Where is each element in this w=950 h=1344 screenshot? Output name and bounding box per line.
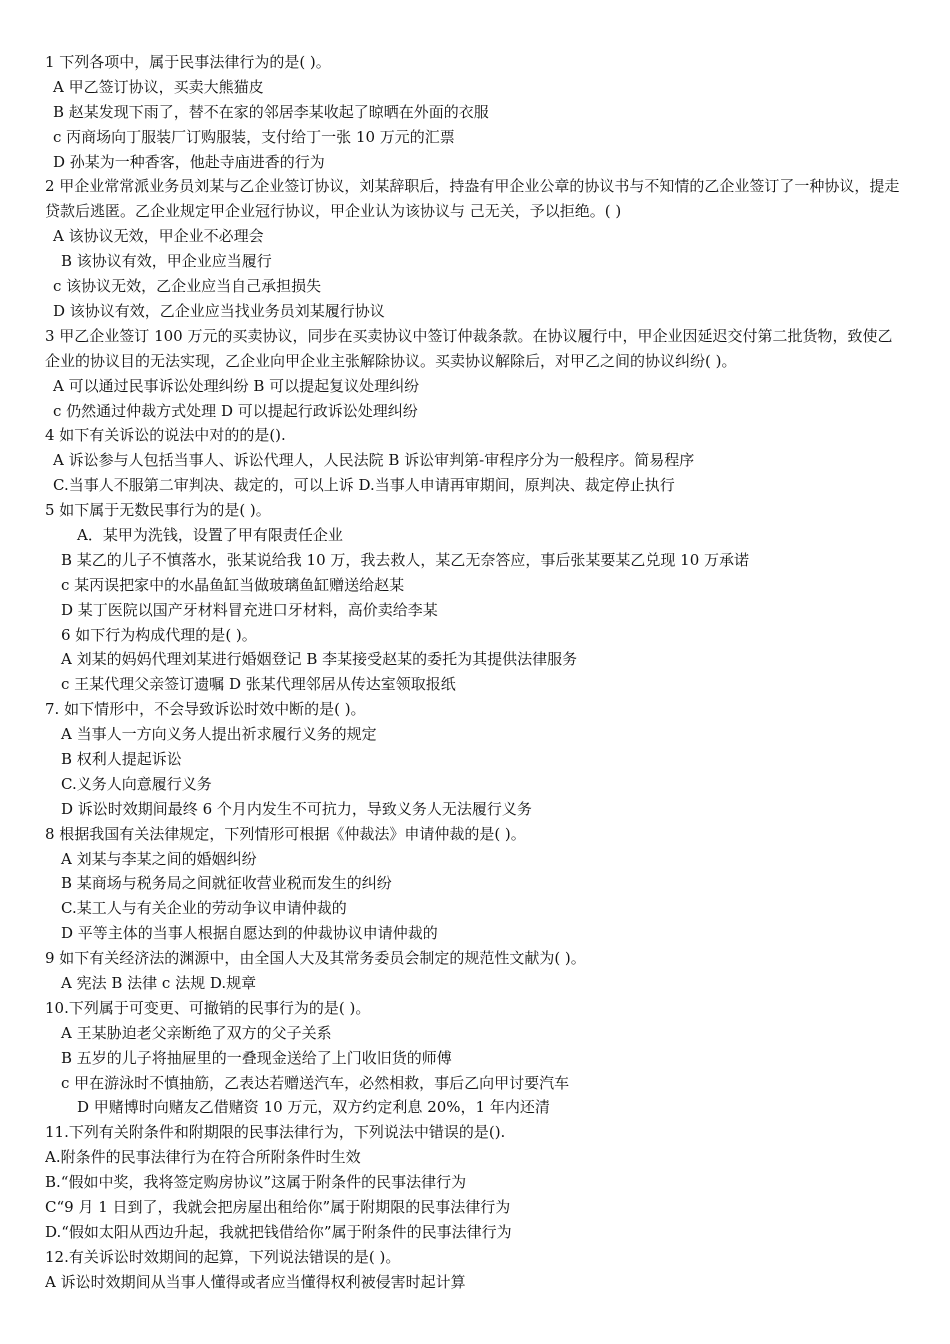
option-line: D 孙某为一种香客，他赴寺庙进香的行为 bbox=[53, 152, 325, 171]
option-line: B 该协议有效，甲企业应当履行 bbox=[61, 252, 272, 271]
option-line: B 赵某发现下雨了，替不在家的邻居李某收起了晾晒在外面的衣服 bbox=[53, 102, 489, 121]
option-line: A 甲乙签订协议，买卖大熊猫皮 bbox=[53, 77, 264, 96]
option-line: 6 如下行为构成代理的是( )。 bbox=[61, 625, 257, 644]
question-line: D.“假如太阳从西边升起，我就把钱借给你”属于附条件的民事法律行为 bbox=[45, 1222, 512, 1241]
option-line: D 诉讼时效期间最终 6 个月内发生不可抗力，导致义务人无法履行义务 bbox=[61, 799, 532, 818]
question-line: 12.有关诉讼时效期间的起算，下列说法错误的是( )。 bbox=[45, 1247, 401, 1266]
question-line: 2 甲企业常常派业务员刘某与乙企业签订协议，刘某辞职后，持盎有甲企业公章的协议书与不知情的乙企业签订了一种协议，提走贷款后逃匿。乙企业规定甲企业冠行协议，甲企业认为该协议与 己无关，予以拒绝。( ) bbox=[45, 177, 900, 221]
document-page bbox=[45, 50, 907, 1295]
question-line: 4 如下有关诉讼的说法中对的的是(). bbox=[45, 426, 286, 445]
option-line: A．某甲为洗钱，设置了甲有限责任企业 bbox=[77, 525, 343, 544]
option-line: D 平等主体的当事人根据自愿达到的仲裁协议申请仲裁的 bbox=[61, 924, 438, 943]
option-line: B 某乙的儿子不慎落水，张某说给我 10 万，我去救人，某乙无奈答应，事后张某要某乙兑现 10 万承诺 bbox=[61, 550, 750, 569]
question-line: 10.下列属于可变更、可撤销的民事行为的是( )。 bbox=[45, 998, 371, 1017]
option-line: c 甲在游泳时不慎抽筋，乙表达若赠送汽车，必然相救，事后乙向甲讨要汽车 bbox=[61, 1073, 570, 1092]
question-line: A 诉讼时效期间从当事人懂得或者应当懂得权利被侵害时起计算 bbox=[45, 1272, 466, 1291]
option-line: A 当事人一方向义务人提出祈求履行义务的规定 bbox=[61, 725, 377, 744]
question-line: B.“假如中奖，我将签定购房协议”这属于附条件的民事法律行为 bbox=[45, 1173, 467, 1192]
question-line: 11.下列有关附条件和附期限的民事法律行为，下列说法中错误的是(). bbox=[45, 1123, 506, 1142]
option-line: A 该协议无效，甲企业不必理会 bbox=[53, 227, 264, 246]
option-line: c 仍然通过仲裁方式处理 D 可以提起行政诉讼处理纠纷 bbox=[53, 401, 418, 420]
question-line: 5 如下属于无数民事行为的是( )。 bbox=[45, 501, 271, 520]
question-line: 1 下列各项中，属于民事法律行为的是( )。 bbox=[45, 53, 331, 71]
option-line: A 刘某的妈妈代理刘某进行婚姻登记 B 李某接受赵某的委托为其提供法律服务 bbox=[61, 650, 578, 669]
option-line: D 甲赌博时向赌友乙借赌资 10 万元，双方约定利息 20%，1 年内还清 bbox=[77, 1098, 550, 1117]
question-line: A.附条件的民事法律行为在符合所附条件时生效 bbox=[45, 1148, 361, 1167]
option-line: D 该协议有效，乙企业应当找业务员刘某履行协议 bbox=[53, 301, 385, 320]
option-line: A 王某胁迫老父亲断绝了双方的父子关系 bbox=[61, 1023, 332, 1042]
option-line: C.义务人向意履行义务 bbox=[61, 774, 212, 793]
question-line: 9 如下有关经济法的渊源中，由全国人大及其常务委员会制定的规范性文献为( )。 bbox=[45, 949, 586, 968]
option-line: B 五岁的儿子将抽屉里的一叠现金送给了上门收旧货的师傅 bbox=[61, 1048, 452, 1067]
option-line: c 该协议无效，乙企业应当自己承担损失 bbox=[53, 277, 322, 296]
question-line: 7. 如下情形中，不会导致诉讼时效中断的是( )。 bbox=[45, 700, 366, 719]
option-line: c 王某代理父亲签订遗嘱 D 张某代理邻居从传达室领取报纸 bbox=[61, 675, 456, 694]
option-line: c 丙商场向丁服装厂订购服装，支付给丁一张 10 万元的汇票 bbox=[53, 127, 455, 146]
option-line: A 可以通过民事诉讼处理纠纷 B 可以提起复议处理纠纷 bbox=[53, 376, 420, 395]
option-line: D 某丁医院以国产牙材料冒充进口牙材料，高价卖给李某 bbox=[61, 600, 438, 619]
option-line: A 宪法 B 法律 c 法规 D.规章 bbox=[61, 974, 257, 993]
option-line: c 某丙误把家中的水晶鱼缸当做玻璃鱼缸赠送给赵某 bbox=[61, 575, 405, 594]
option-line: A 诉讼参与人包括当事人、诉讼代理人，人民法院 B 诉讼审判第-审程序分为一般程序。简易程序 bbox=[53, 451, 695, 470]
option-line: B 某商场与税务局之间就征收营业税而发生的纠纷 bbox=[61, 874, 392, 893]
option-line: C.当事人不服第二审判决、裁定的，可以上诉 D.当事人申请再审期间，原判决、裁定停止执行 bbox=[53, 476, 675, 495]
question-line: 3 甲乙企业签订 100 万元的买卖协议，同步在买卖协议中签订仲裁条款。在协议履行中，甲企业因延迟交付第二批货物，致使乙企业的协议目的无法实现，乙企业向甲企业主张解除协议。买卖协议解除后，对甲乙之间的协议纠纷( )。 bbox=[45, 326, 893, 370]
question-line: C“9 月 1 日到了，我就会把房屋出租给你”属于附期限的民事法律行为 bbox=[45, 1198, 511, 1217]
option-line: A 刘某与李某之间的婚姻纠纷 bbox=[61, 849, 257, 868]
option-line: C.某工人与有关企业的劳动争议申请仲裁的 bbox=[61, 899, 347, 918]
question-line: 8 根据我国有关法律规定，下列情形可根据《仲裁法》申请仲裁的是( )。 bbox=[45, 824, 526, 843]
option-line: B 权利人提起诉讼 bbox=[61, 750, 182, 768]
